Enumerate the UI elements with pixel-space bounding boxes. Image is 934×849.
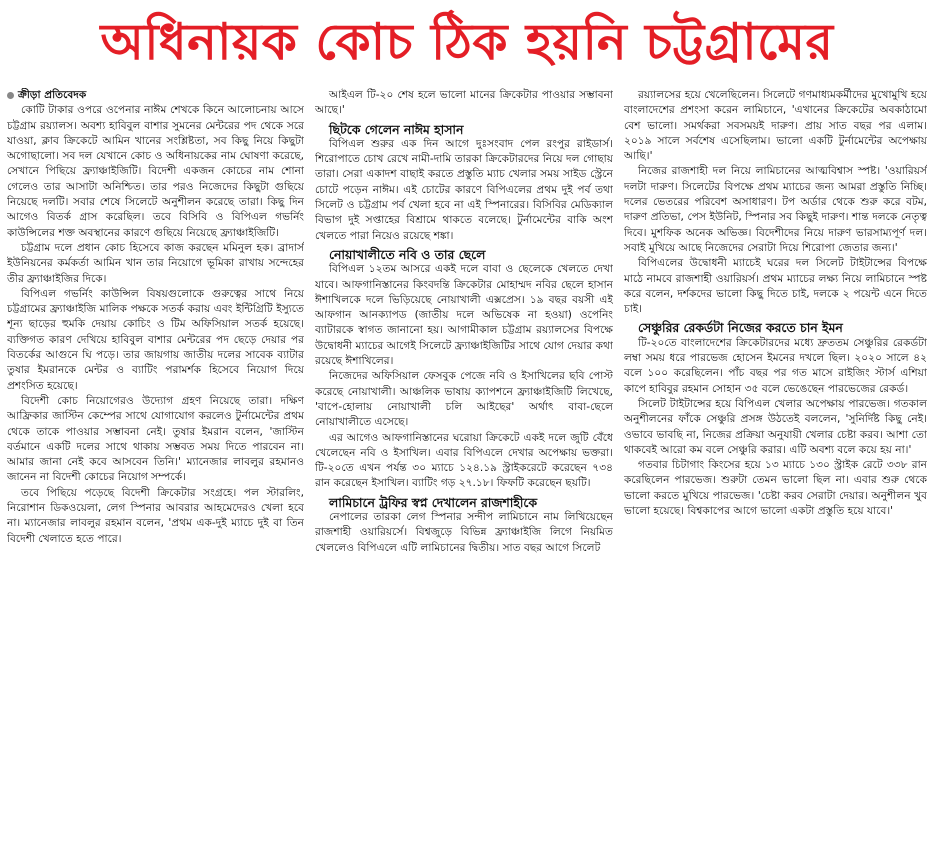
paragraph: তবে পিছিয়ে পড়েছে বিদেশী ক্রিকেটার সংগ্রহে। পল স্টারলিং, নিরোশান ডিকওয়েলা, লেগ স্পিনার আবরার আহমেদেরও খেলা হবে না। ম্যানেজার লাবলুর রহমান বলেন, 'প্রথম এক-দুই ম্যাচে দুই বা তিন বিদেশী খেলাতে হতে পারে। (7, 486, 304, 545)
byline (7, 88, 304, 103)
article-column-2 (315, 88, 613, 846)
byline-text: ক্রীড়া প্রতিবেদক (18, 89, 87, 101)
paragraph: নিজেদের অফিসিয়াল ফেসবুক পেজে নবি ও ইসাখিলের ছবি পোস্ট করেছে নোয়াখালী। আঞ্চলিক ভাষায় ক্যাপশনে ফ্র্যাঞ্চাইজিটি লিখেছে, 'বাপে-হোলায় নোয়াখালী চলি আইছের' অর্থাৎ বাবা-ছেলে নোয়াখালীতে এসেছে। (315, 370, 613, 429)
paragraph: বিপিএল গভর্নিং কাউন্সিল বিষয়গুলোকে গুরুত্বের সাথে নিয়ে চট্টগ্রামের ফ্র্যাঞ্চাইজি মালিক পক্ষকে সতর্ক করায় এবং ইন্টিগ্রিটি ইস্যুতে শূন্য ছাড়ের হুমকি দেয়ায় কোচিং ও টিম অফিসিয়াল সতর্ক হয়েছে। ব্যক্তিগত কারণ দেখিয়ে হাবিবুল বাশার মেন্টরের পদ ছেড়ে দেয়ার পর বিতর্কের আগুনে ঘি পড়ে। তার জায়গায় জাতীয় দলের সাবেক ব্যাটার তুষার ইমরানকে মেন্টর ও ব্যাটিং পরামর্শক হিসেবে নিয়োগ দিয়ে প্রশংসিত হয়েছে। (7, 287, 304, 392)
subheading: নোয়াখালীতে নবি ও তার ছেলে (329, 246, 486, 262)
paragraph: বিদেশী কোচ নিয়োগেরও উদ্যোগ গ্রহণ নিয়েছে তারা। দক্ষিণ আফ্রিকার জাস্টিন কেম্পের সাথে যোগাযোগ করলেও টুর্নামেন্টের প্রথম থেকে তাকে পাওয়ার সম্ভাবনা নেই। তুষার ইমরান বলেন, 'জাস্টিন বর্তমানে একটি দলের সাথে থাকায় সম্ভবত সময় দিতে পারবেন না। আমার জানা নেই কবে আসবেন তিনি।' ম্যানেজার লাবলুর রহমানও জানেন না বিদেশী কোচের নিয়োগ সম্পর্কে। (7, 394, 304, 484)
article-column-1 (7, 88, 304, 846)
paragraph: এর আগেও আফগানিস্তানের ঘরোয়া ক্রিকেটে একই দলে জুটি বেঁধে খেলেছেন নবি ও ইসাখিল। এবার বিপিএলে দেখার অপেক্ষায় ভক্তরা। টি-২০তে এখন পর্যন্ত ৩০ ম্যাচে ১২৪.১৯ স্ট্রাইকরেটে করেছেন ৭৩৪ রান করেছেন ইসাখিল। ব্যাটিং গড় ২৭.১৮। ফিফটি করেছেন ছয়টি। (315, 431, 613, 490)
subheading: ছিটকে গেলেন নাঈম হাসান (329, 121, 464, 137)
paragraph: চট্টগ্রাম দলে প্রধান কোচ হিসেবে কাজ করছেন মমিনুল হক। ব্রাদার্স ইউনিয়নের কর্মকর্তা আমিন খান তার নিয়োগে ভূমিকা রাখায় সন্দেহের তীর ফ্র্যাঞ্চাইজির দিকে। (7, 241, 304, 285)
paragraph: টি-২০তে বাংলাদেশের ক্রিকেটারদের মধ্যে দ্রুততম সেঞ্চুরির রেকর্ডটা লম্বা সময় ধরে পারভেজ হোসেন ইমনের দখলে ছিল। ২০২০ সালে ৪২ বলে ১০০ করেছিলেন। পাঁচ বছর পর গত মাসে রাইজিং স্টার্স এশিয়া কাপে হাবিবুর রহমান সোহান ৩৫ বলে ভেঙেছেন পারভেজের রেকর্ড। (624, 336, 927, 395)
subheading: লামিচানে ট্রফির স্বপ্ন দেখালেন রাজশাহীকে (329, 494, 538, 510)
paragraph: কোটি টাকার ওপরে ওপেনার নাঈম শেখকে কিনে আলোচনায় আসে চট্টগ্রাম রয়্যালস। অবশ্য হাবিবুল বাশার সুমনের মেন্টরের পদ থেকে সরে যাওয়া, ক্লাব ক্রিকেটে আমিন খানের সংশ্লিষ্টতা, সব কিছু নিয়ে কিছুটা অগোছালো। সব দল যেখানে কোচ ও অধিনায়কের নাম ঘোষণা করেছে, সেখানে পিছিয়ে ফ্র্যাঞ্চাইজিটি। বিদেশী একজন কোচের নাম শোনা গেলেও তার আসাটা অনিশ্চিত। তার পরও নিজেদের কিছুটা গুছিয়ে নিয়েছে দলটি। সবার শেষে সিলেটে অনুশীলন করেছে তারা। কিছু দিন আগেও বিতর্ক গ্রাস করেছিল। তবে বিসিবি ও বিপিএল গভর্নিং কাউন্সিলের শক্ত অবস্থানের কারণে গুছিয়ে নিয়েছে ফ্র্যাঞ্চাইজিটি। (7, 104, 304, 239)
paragraph: বিপিএল শুরুর এক দিন আগে দুঃসংবাদ পেল রংপুর রাইডার্স। শিরোপাতে চোখ রেখে নামী-দামি তারকা ক্রিকেটারদের নিয়ে দল গোছায় তারা। সেরা একাদশ বাছাই করতে প্রস্তুতি ম্যাচ খেলার সময় সাইড স্ট্রেনে চোটে পড়েন নাঈম। এই চোটের কারণে বিপিএলের প্রথম দুই পর্ব তথা সিলেট ও চট্টগ্রাম পর্ব খেলা হবে না এই স্পিনারের। বিসিবির মেডিক্যাল বিভাগ দুই সপ্তাহের বিশ্রামে থাকতে বলেছে। টুর্নামেন্টের বাকি অংশ খেলতে পারা নিয়েও রয়েছে শঙ্কা। (315, 137, 613, 242)
paragraph: গতবার চিটাগাং কিংসের হয়ে ১৩ ম্যাচে ১৩০ স্ট্রাইক রেটে ৩৩৮ রান করেছিলেন পারভেজ। শুরুটা তেমন ভালো ছিল না। এবার শুরু থেকে ভালো করতে মুখিয়ে পারভেজ। 'চেষ্টা করব সেরাটা দেয়ার। অনুশীলন খুব ভালো হয়েছে। বিশ্বকাপের আগে ভালো একটা প্রস্তুতি হয়ে যাবে।' (624, 459, 927, 518)
headline: অধিনায়ক কোচ ঠিক হয়নি চট্টগ্রামের (100, 13, 834, 71)
paragraph: আইএল টি-২০ শেষ হলে ভালো মানের ক্রিকেটার পাওয়ার সম্ভাবনা আছে।' (315, 89, 613, 117)
article-column-3 (624, 88, 927, 846)
paragraph: বিপিএলের উদ্বোধনী ম্যাচেই ঘরের দল সিলেট টাইটান্সের বিপক্ষে মাঠে নামবে রাজশাহী ওয়ারিয়র্স। প্রথম ম্যাচের লক্ষ্য নিয়ে লামিচানে স্পষ্ট করে বলেন, দর্শকদের ভালো কিছু দিতে চাই, দলকে ২ পয়েন্ট এনে দিতে চাই। (624, 257, 927, 316)
bullet-icon (7, 92, 14, 99)
paragraph: সিলেট টাইটান্সের হয়ে বিপিএল খেলার অপেক্ষায় পারভেজ। গতকাল অনুশীলনের ফাঁকে সেঞ্চুরি প্রসঙ্গ উঠতেই বললেন, 'সুনির্দিষ্ট কিছু নেই। ওভাবে ভাবছি না, নিজের প্রক্রিয়া অনুযায়ী খেলার চেষ্টা করব। আশা তো থাকবেই আরো কম বলে সেঞ্চুরি করার। এটি অবশ্য বলে কয়ে হয় না।' (624, 397, 927, 456)
paragraph: বিপিএল ১২তম আসরে একই দলে বাবা ও ছেলেকে খেলতে দেখা যাবে। আফগানিস্তানের কিংবদন্তি ক্রিকেটার মোহাম্মদ নবির ছেলে হাসান ঈশাখিলকে দলে ভিড়িয়েছে নোয়াখালী এক্সপ্রেস। ১৯ বছর বয়সী এই আফগান আনক্যাপড (জাতীয় দলে অভিষেক না হওয়া) ওপেনিং ব্যাটারকে স্বাগত জানানো হয়। আগামীকাল চট্টগ্রাম রয়্যালসের বিপক্ষে উদ্বোধনী ম্যাচের আগেই সিলেটে ফ্র্যাঞ্চাইজিটির সাথে যোগ দেয়ার কথা রয়েছে ঈশাখিলের। (315, 263, 613, 368)
paragraph: নিজের রাজশাহী দল নিয়ে লামিচানের আত্মবিশ্বাস স্পষ্ট। 'ওয়ারিয়র্স দলটা দারুণ। সিলেটের বিপক্ষে প্রথম ম্যাচের জন্য আমরা প্রস্তুতি নিচ্ছি। দলের ভেতরের পরিবেশ অসাধারণ। টপ অর্ডার থেকে শুরু করে বটম, দারুণ প্রতিভা, পেস ইউনিট, স্পিনার সব কিছুই দারুণ। শান্ত দলকে নেতৃত্ব দিবে। মুশফিক অনেক অভিজ্ঞ। বিদেশীদের নিয়ে দারুণ ভারসাম্যপূর্ণ দল। সবাই মুখিয়ে আছে নিজেদের সেরাটা দিয়ে শিরোপা জেতার জন্য।' (624, 165, 927, 254)
subheading: সেঞ্চুরির রেকর্ডটা নিজের করতে চান ইমন (638, 320, 843, 336)
paragraph: নেপালের তারকা লেগ স্পিনার সন্দীপ লামিচানে নাম লিখিয়েছেন রাজশাহী ওয়ারিয়র্সে। বিশ্বজুড়ে বিভিন্ন ফ্র্যাঞ্চাইজি লিগে নিয়মিত খেললেও বিপিএলে এটি লামিচানের দ্বিতীয়। সাত বছর আগে সিলেট (315, 511, 613, 554)
paragraph: রয়্যালসের হয়ে খেলেছিলেন। সিলেটে গণমাধ্যমকর্মীদের মুখোমুখি হয়ে বাংলাদেশের প্রশংসা করেন লামিচানে, 'এখানের ক্রিকেটের অবকাঠামো বেশ ভালো। সমর্থকরা সবসময়ই দারুণ। প্রায় সাত বছর পর এলাম। ২০১৯ সালে সর্বশেষ এসেছিলাম। ভালো একটি টুর্নামেন্টের অপেক্ষায় আছি।' (624, 89, 927, 163)
